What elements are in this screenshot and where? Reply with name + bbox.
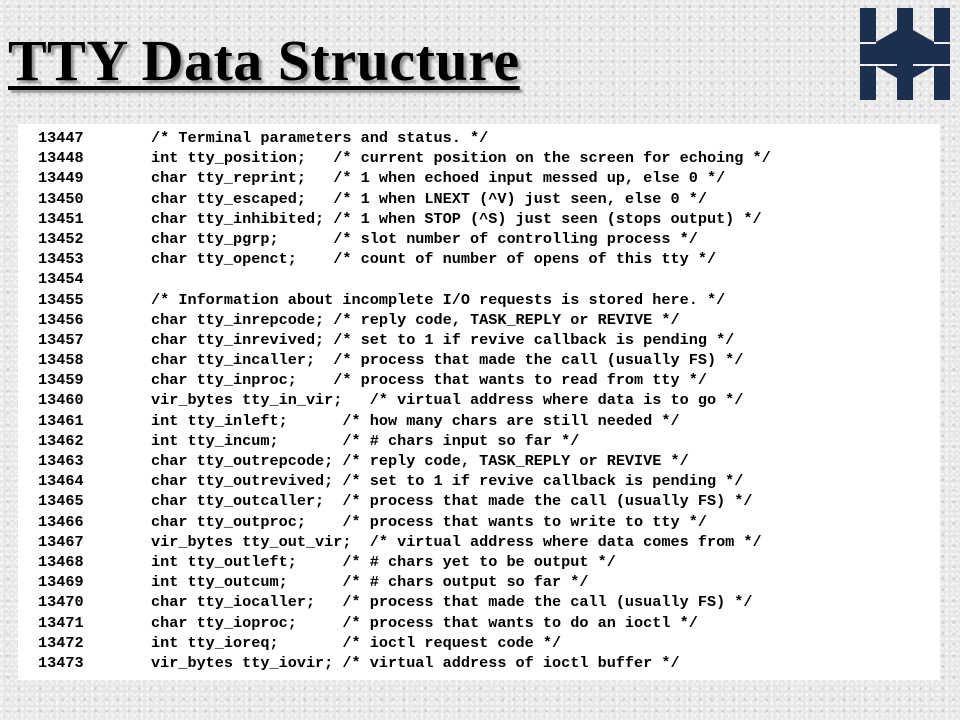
code-line [38, 552, 940, 572]
line-code: /* Terminal parameters and status. */ [151, 129, 489, 147]
line-number: 13469 [38, 573, 84, 592]
slide-title: TTY Data Structure [8, 28, 520, 93]
line-code: vir_bytes tty_out_vir; /* virtual address where data comes from */ [151, 532, 762, 551]
code-line [38, 229, 940, 249]
line-code: char tty_reprint; /* 1 when echoed input messed up, else 0 */ [151, 169, 726, 188]
code-line [38, 168, 940, 188]
code-line [38, 471, 940, 491]
line-code: vir_bytes tty_iovir; /* virtual address of ioctl buffer */ [151, 653, 680, 672]
code-line [38, 572, 940, 592]
utn-logo-icon [860, 8, 950, 100]
code-line [38, 512, 940, 532]
code-line [38, 532, 940, 552]
line-code [151, 269, 940, 289]
line-code: char tty_inproc; /* process that wants to read from tty */ [151, 371, 707, 390]
line-code: /* Information about incomplete I/O requests is stored here. */ [151, 290, 726, 309]
line-number: 13459 [38, 371, 84, 390]
line-code: int tty_ioreq; /* ioctl request code */ [151, 633, 562, 652]
code-line [38, 249, 940, 269]
line-code: char tty_pgrp; /* slot number of controlling process */ [151, 229, 698, 248]
line-number: 13467 [38, 532, 84, 551]
code-line [38, 431, 940, 451]
line-code: int tty_inleft; /* how many chars are still needed */ [151, 411, 680, 430]
line-code: char tty_openct; /* count of number of opens of this tty */ [151, 250, 717, 269]
code-line [38, 350, 940, 370]
code-line [38, 330, 940, 350]
line-code: char tty_inhibited; /* 1 when STOP (^S) just seen (stops output) */ [151, 209, 762, 228]
line-number: 13451 [38, 209, 84, 228]
code-line [38, 411, 940, 431]
code-line [38, 613, 940, 633]
line-code: char tty_incaller; /* process that made the call (usually FS) */ [151, 351, 744, 370]
code-line [38, 491, 940, 511]
line-code: char tty_outproc; /* process that wants to write to tty */ [151, 512, 707, 531]
code-line [38, 269, 940, 289]
line-code: char tty_inrepcode; /* reply code, TASK_REPLY or REVIVE */ [151, 310, 680, 329]
line-number: 13449 [38, 169, 84, 188]
line-number: 13473 [38, 653, 84, 672]
line-number: 13455 [38, 290, 84, 309]
line-number: 13453 [38, 250, 84, 269]
line-number: 13458 [38, 351, 84, 370]
line-code: char tty_outrevived; /* set to 1 if revive callback is pending */ [151, 472, 744, 491]
code-line [38, 592, 940, 612]
line-code: char tty_outcaller; /* process that made the call (usually FS) */ [151, 492, 753, 511]
line-code: int tty_outcum; /* # chars output so far */ [151, 573, 589, 592]
line-code: int tty_incum; /* # chars input so far */ [151, 431, 580, 450]
line-code: int tty_position; /* current position on the screen for echoing */ [151, 149, 771, 168]
code-line [38, 209, 940, 229]
line-number: 13471 [38, 613, 84, 632]
line-number: 13457 [38, 330, 84, 349]
code-line [38, 633, 940, 653]
code-line [38, 390, 940, 410]
line-code: vir_bytes tty_in_vir; /* virtual address where data is to go */ [151, 391, 744, 410]
code-listing [18, 124, 940, 680]
line-number: 13454 [38, 270, 84, 289]
line-code: char tty_outrepcode; /* reply code, TASK_REPLY or REVIVE */ [151, 452, 689, 470]
code-line [38, 290, 940, 310]
line-number: 13463 [38, 452, 84, 470]
line-number: 13472 [38, 633, 84, 652]
line-code: char tty_escaped; /* 1 when LNEXT (^V) just seen, else 0 */ [151, 189, 707, 208]
line-number: 13452 [38, 229, 84, 248]
line-number: 13461 [38, 411, 84, 430]
code-line [38, 310, 940, 330]
code-line [38, 451, 940, 471]
line-number: 13448 [38, 149, 84, 168]
line-number: 13470 [38, 593, 84, 612]
line-number: 13447 [38, 129, 84, 147]
line-number: 13466 [38, 512, 84, 531]
line-number: 13468 [38, 552, 84, 571]
code-line [38, 189, 940, 209]
line-number: 13456 [38, 310, 84, 329]
line-number: 13462 [38, 431, 84, 450]
line-number: 13460 [38, 391, 84, 410]
code-line [38, 370, 940, 390]
line-number: 13465 [38, 492, 84, 511]
code-line [38, 653, 940, 673]
line-code: int tty_outleft; /* # chars yet to be output */ [151, 552, 616, 571]
line-number: 13464 [38, 472, 84, 491]
code-line [38, 148, 940, 168]
line-code: char tty_inrevived; /* set to 1 if revive callback is pending */ [151, 330, 735, 349]
line-number: 13450 [38, 189, 84, 208]
code-line [38, 128, 940, 148]
line-code: char tty_ioproc; /* process that wants to do an ioctl */ [151, 613, 698, 632]
line-code: char tty_iocaller; /* process that made the call (usually FS) */ [151, 593, 753, 612]
